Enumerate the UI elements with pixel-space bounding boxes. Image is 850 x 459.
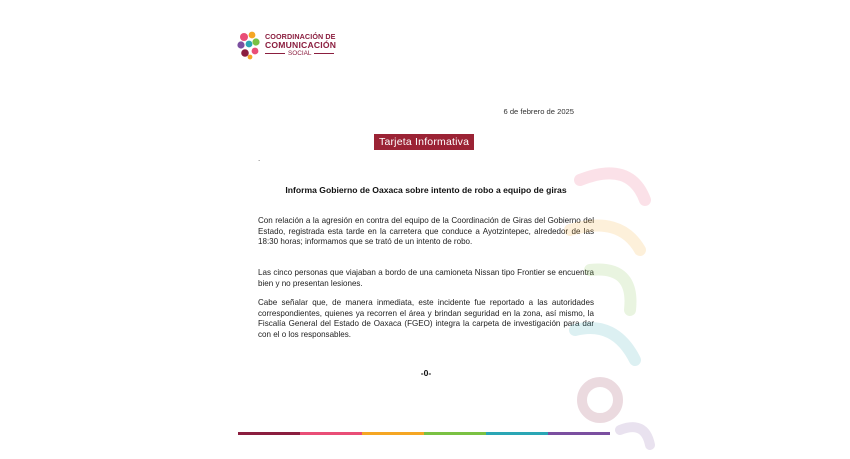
footer-bar-segment-3 bbox=[362, 432, 424, 435]
logo-line-3 bbox=[265, 51, 336, 57]
logo-rule-left bbox=[265, 53, 285, 54]
paragraph-1: Con relación a la agresión en contra del equipo de la Coordinación de Giras del Gobierno del Estado, registrada esta tarde en la carretera que conduce a Ayotzintepec, alrededor de las 18:30 horas; informamos que se trató de un intento de robo. bbox=[258, 216, 594, 247]
document-title: Informa Gobierno de Oaxaca sobre intento de robo a equipo de giras bbox=[285, 185, 567, 195]
logo-line-2: COMUNICACIÓN bbox=[265, 40, 337, 51]
paragraph-2: Las cinco personas que viajaban a bordo de una camioneta Nissan tipo Frontier se encuentra bien y no presentan lesiones. bbox=[258, 268, 594, 288]
logo-flower-icon bbox=[236, 30, 262, 60]
footer-bar-segment-2 bbox=[300, 432, 362, 435]
document-date: 6 de febrero de 2025 bbox=[503, 107, 574, 116]
watermark-graphic-icon bbox=[560, 160, 660, 450]
logo-rule-right bbox=[314, 53, 334, 54]
footer-bar-segment-6 bbox=[548, 432, 610, 435]
stray-dot: . bbox=[258, 154, 261, 163]
footer-color-bar bbox=[238, 432, 610, 435]
footer-bar-segment-5 bbox=[486, 432, 548, 435]
logo bbox=[236, 28, 336, 62]
logo-line-1: COORDINACIÓN DE bbox=[265, 31, 336, 41]
footer-bar-segment-4 bbox=[424, 432, 486, 435]
closing-mark: -0- bbox=[420, 368, 432, 378]
logo-line-3-text: SOCIAL bbox=[288, 49, 312, 57]
footer-bar-segment-1 bbox=[238, 432, 300, 435]
document-type-badge: Tarjeta Informativa bbox=[374, 134, 474, 150]
paragraph-3: Cabe señalar que, de manera inmediata, este incidente fue reportado a las autoridades correspondientes, quienes ya recorren el área y brindan seguridad en la zona, así mismo, la Fiscalía General del Estado de Oaxaca (FGEO) integra la carpeta de investigación para dar con el o los responsables. bbox=[258, 298, 594, 339]
